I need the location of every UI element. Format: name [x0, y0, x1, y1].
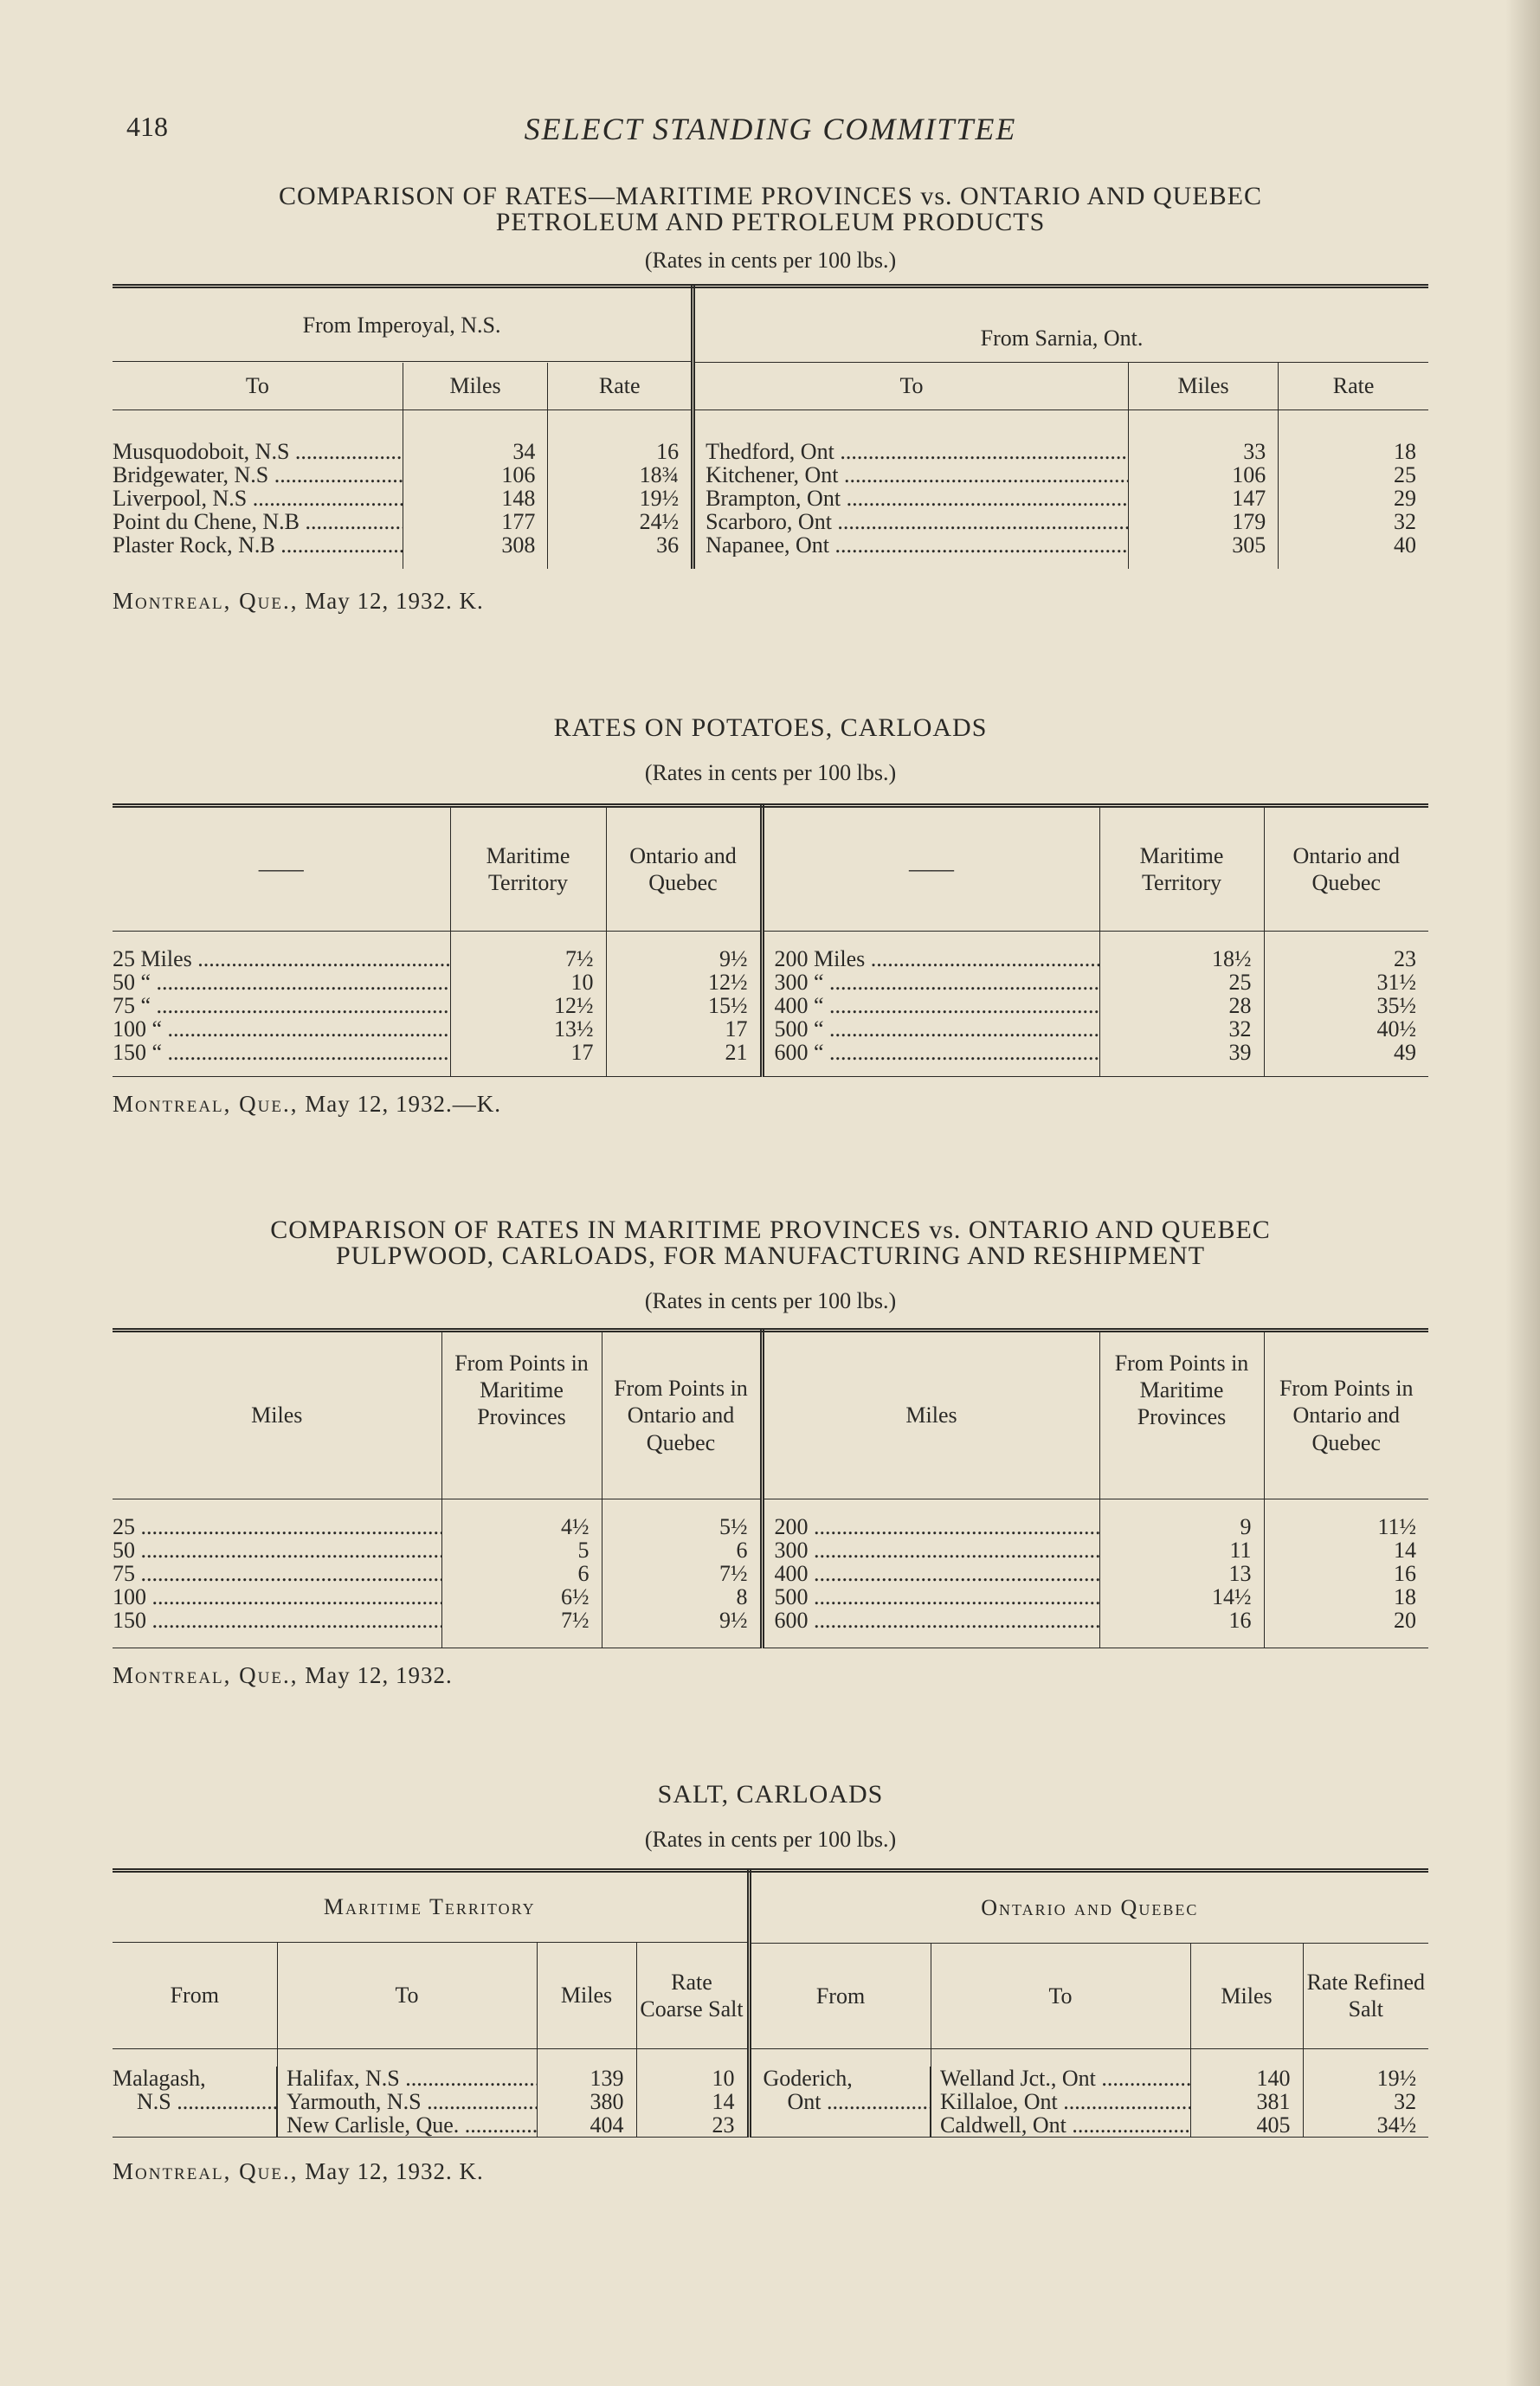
ontario-rate-cell: 31½ [1376, 970, 1416, 995]
table-row [113, 1585, 1428, 1609]
petroleum-table [113, 284, 1428, 569]
col-header-rate: Rate [548, 363, 693, 410]
maritime-rate-cell: 13 [1099, 1562, 1264, 1585]
col-header-blank-right: —— [762, 806, 1099, 932]
col-header-maritime: Maritime Territory [450, 806, 606, 932]
destination-cell: Kitchener, Ont ..... [693, 463, 1129, 487]
footer-date: May 12, 1932. [298, 1662, 453, 1688]
section-pulpwood [113, 1217, 1428, 1689]
footer-date: May 12, 1932.—K. [298, 1091, 501, 1117]
destination-cell: Point du Chene, N.B ..... [113, 510, 403, 533]
pulpwood-title-line2: PULPWOOD, CARLOADS, FOR MANUFACTURING AND RESHIPMENT [335, 1241, 1206, 1270]
table-row [113, 440, 1428, 463]
petroleum-title-line2: PETROLEUM AND PETROLEUM PRODUCTS [495, 208, 1046, 236]
miles-cell: 404 [590, 2112, 624, 2138]
col-header-ontario-right: From Points in Ontario and Quebec [1264, 1331, 1428, 1499]
maritime-rate-cell: 6½ [441, 1585, 602, 1609]
destination-cell: Yarmouth, N.S ..... [287, 2090, 537, 2113]
destination-cell: Liverpool, N.S ..... [113, 487, 403, 510]
footer-place: Montreal, Que., [113, 587, 299, 614]
maritime-rate-cell: 17 [450, 1041, 606, 1064]
distance-cell: 25 Miles ..... [113, 947, 450, 971]
table-row [113, 2067, 1428, 2138]
col-header-to: To [277, 1943, 537, 2049]
ontario-rate-cell: 9½ [606, 947, 762, 971]
destination-cell: Welland Jct., Ont ..... [940, 2067, 1190, 2090]
pulpwood-table [113, 1328, 1428, 1648]
maritime-rate-cell: 7½ [450, 947, 606, 971]
miles-cell: 305 [1128, 533, 1278, 557]
distance-cell: 100 “ ..... [113, 1017, 450, 1041]
distance-cell: 300 ..... [762, 1538, 1099, 1562]
distance-cell: 75 ..... [113, 1562, 441, 1585]
col-header-to-right: To [931, 1943, 1190, 2049]
rate-cell: 24½ [548, 510, 693, 533]
ontario-rate-cell: 8 [602, 1585, 762, 1609]
miles-cell: 148 [403, 487, 548, 510]
table-row [113, 1041, 1428, 1064]
maritime-rate-cell: 28 [1099, 994, 1264, 1017]
distance-cell: 400 “ ..... [762, 994, 1099, 1017]
ontario-rate-cell: 5½ [602, 1515, 762, 1538]
distance-cell: 50 ..... [113, 1538, 441, 1562]
ontario-rate-cell: 40½ [1376, 1016, 1416, 1041]
maritime-rate-cell: 25 [1099, 971, 1264, 994]
destination-cell: Bridgewater, N.S ..... [113, 463, 403, 487]
table-row [113, 463, 1428, 487]
maritime-rate-cell: 6 [441, 1562, 602, 1585]
table-row [113, 1017, 1428, 1041]
ontario-rate-cell: 12½ [606, 971, 762, 994]
ontario-rate-cell: 11½ [1377, 1514, 1416, 1539]
destination-cell: Thedford, Ont ..... [693, 440, 1129, 463]
page-number: 418 [126, 111, 168, 142]
petroleum-footer [113, 588, 1428, 615]
maritime-rate-cell: 18½ [1099, 947, 1264, 971]
table-row [113, 1538, 1428, 1562]
col-header-to-right: To [693, 363, 1129, 410]
maritime-rate-cell: 32 [1099, 1017, 1264, 1041]
footer-place: Montreal, Que., [113, 2158, 299, 2184]
miles-cell: 33 [1128, 440, 1278, 463]
destination-cell: Musquodoboit, N.S ..... [113, 440, 403, 463]
col-header-from-right: From [749, 1943, 931, 2049]
table-row [113, 510, 1428, 533]
col-header-miles-right: Miles [1190, 1943, 1303, 2049]
distance-cell: 600 ..... [762, 1609, 1099, 1632]
table-row [113, 1515, 1428, 1538]
ontario-rate-cell: 16 [1394, 1561, 1416, 1586]
salt-footer [113, 2158, 1428, 2185]
col-header-maritime-right: From Points in Maritime Provinces [1099, 1331, 1264, 1499]
maritime-rate-cell: 13½ [450, 1017, 606, 1041]
destination-cell: Brampton, Ont ..... [693, 487, 1129, 510]
maritime-rate-cell: 12½ [450, 994, 606, 1017]
ontario-rate-cell: 15½ [606, 994, 762, 1017]
rate-cell: 18¾ [548, 463, 693, 487]
col-header-miles-right: Miles [1128, 363, 1278, 410]
distance-cell: 100 ..... [113, 1585, 441, 1609]
ontario-rate-cell: 17 [606, 1017, 762, 1041]
distance-cell: 150 “ ..... [113, 1041, 450, 1064]
distance-cell: 300 “ ..... [762, 971, 1099, 994]
col-header-rate-refined: Rate Refined Salt [1303, 1943, 1428, 2049]
destination-cell: Napanee, Ont ..... [693, 533, 1129, 557]
page-header [121, 111, 1420, 154]
miles-cell: 177 [403, 510, 548, 533]
footer-place: Montreal, Que., [113, 1662, 299, 1688]
miles-cell: 140 [1256, 2066, 1291, 2091]
imperoyal-group-header: From Imperoyal, N.S. [113, 287, 693, 362]
col-header-rate-coarse: Rate Coarse Salt [636, 1943, 749, 2049]
table-row [113, 971, 1428, 994]
table-row [113, 947, 1428, 971]
col-header-ontario: Ontario and Quebec [606, 806, 762, 932]
pulpwood-footer [113, 1662, 1428, 1689]
ontario-rate-cell: 6 [602, 1538, 762, 1562]
col-header-miles: Miles [403, 363, 548, 410]
origin-province: N.S ..... [113, 2090, 276, 2113]
sarnia-group-header: From Sarnia, Ont. [693, 287, 1428, 363]
ontario-rate-cell: 9½ [602, 1609, 762, 1632]
col-header-maritime: From Points in Maritime Provinces [441, 1331, 602, 1499]
footer-date: May 12, 1932. K. [298, 2158, 484, 2184]
rate-cell: 32 [1394, 508, 1416, 534]
salt-table [113, 1868, 1428, 2138]
page-edge-shadow [1505, 0, 1540, 2386]
miles-cell: 147 [1128, 487, 1278, 510]
col-header-rate-right: Rate [1279, 363, 1428, 410]
rate-cell: 23 [712, 2112, 735, 2138]
ontario-rate-cell: 7½ [602, 1562, 762, 1585]
section-salt [113, 1782, 1428, 2185]
rate-cell: 29 [1394, 485, 1416, 511]
table-row [113, 1609, 1428, 1632]
potatoes-subtitle: (Rates in cents per 100 lbs.) [644, 760, 897, 785]
miles-cell: 34 [403, 440, 548, 463]
rate-cell: 34½ [1376, 2112, 1417, 2138]
running-title: SELECT STANDING COMMITTEE [524, 112, 1017, 146]
maritime-rate-cell: 9 [1099, 1515, 1264, 1538]
rate-cell: 40 [1394, 532, 1416, 558]
maritime-rate-cell: 4½ [441, 1515, 602, 1538]
miles-cell: 405 [1256, 2112, 1291, 2138]
ontario-rate-cell: 35½ [1376, 993, 1416, 1018]
distance-cell: 75 “ ..... [113, 994, 450, 1017]
table-row [113, 994, 1428, 1017]
miles-cell: 381 [1256, 2089, 1291, 2114]
miles-cell: 179 [1128, 510, 1278, 533]
destination-cell: Scarboro, Ont ..... [693, 510, 1129, 533]
miles-cell: 106 [1128, 463, 1278, 487]
pulpwood-title-line1: COMPARISON OF RATES IN MARITIME PROVINCES vs. ONTARIO AND QUEBEC [270, 1216, 1271, 1244]
rate-cell: 18 [1394, 438, 1416, 464]
col-header-to: To [113, 363, 403, 410]
ontario-rate-cell: 18 [1394, 1584, 1416, 1609]
col-header-blank: —— [113, 806, 450, 932]
destination-cell: New Carlisle, Que. ..... [287, 2113, 537, 2137]
distance-cell: 200 ..... [762, 1515, 1099, 1538]
footer-date: May 12, 1932. K. [298, 587, 484, 614]
col-header-miles-right: Miles [762, 1331, 1099, 1499]
rate-cell: 32 [1394, 2089, 1417, 2114]
distance-cell: 150 ..... [113, 1609, 441, 1632]
maritime-rate-cell: 5 [441, 1538, 602, 1562]
distance-cell: 400 ..... [762, 1562, 1099, 1585]
pulpwood-subtitle: (Rates in cents per 100 lbs.) [644, 1288, 897, 1313]
destination-cell: Plaster Rock, N.B ..... [113, 533, 403, 557]
origin-city: Goderich, [763, 2066, 853, 2091]
petroleum-subtitle: (Rates in cents per 100 lbs.) [644, 248, 897, 273]
rate-cell: 36 [548, 533, 693, 557]
col-header-miles: Miles [537, 1943, 636, 2049]
maritime-rate-cell: 14½ [1099, 1585, 1264, 1609]
section-petroleum [113, 184, 1428, 615]
miles-cell: 380 [590, 2089, 624, 2114]
maritime-rate-cell: 7½ [441, 1609, 602, 1632]
ontario-quebec-header: Ontario and Quebec [749, 1871, 1428, 1944]
origin-province: Ont ..... [764, 2090, 931, 2113]
section-potatoes [113, 715, 1428, 1118]
ontario-rate-cell: 21 [606, 1041, 762, 1064]
potatoes-title: RATES ON POTATOES, CARLOADS [553, 713, 988, 742]
rate-cell: 19½ [1376, 2066, 1417, 2091]
rate-cell: 14 [712, 2089, 735, 2114]
distance-cell: 500 ..... [762, 1585, 1099, 1609]
table-row [113, 487, 1428, 510]
potatoes-footer [113, 1091, 1428, 1118]
ontario-rate-cell: 20 [1394, 1608, 1416, 1633]
origin-city: Malagash, [113, 2066, 206, 2091]
maritime-rate-cell: 10 [450, 971, 606, 994]
rate-cell: 16 [548, 440, 693, 463]
distance-cell: 200 Miles ..... [762, 947, 1099, 971]
destination-cell: Caldwell, Ont ..... [940, 2113, 1190, 2137]
col-header-miles: Miles [113, 1331, 441, 1499]
col-header-ontario-right: Ontario and Quebec [1264, 806, 1428, 932]
col-header-maritime-right: Maritime Territory [1099, 806, 1264, 932]
footer-place: Montreal, Que., [113, 1091, 299, 1117]
ontario-rate-cell: 23 [1394, 946, 1416, 971]
distance-cell: 500 “ ..... [762, 1017, 1099, 1041]
maritime-rate-cell: 39 [1099, 1041, 1264, 1064]
table-row [113, 1562, 1428, 1585]
distance-cell: 600 “ ..... [762, 1041, 1099, 1064]
rate-cell: 25 [1394, 461, 1416, 487]
miles-cell: 106 [403, 463, 548, 487]
destination-cell: Killaloe, Ont ..... [940, 2090, 1190, 2113]
salt-title: SALT, CARLOADS [657, 1780, 884, 1809]
miles-cell: 308 [403, 533, 548, 557]
maritime-rate-cell: 11 [1099, 1538, 1264, 1562]
destination-cell: Halifax, N.S ..... [287, 2067, 537, 2090]
col-header-ontario: From Points in Ontario and Quebec [602, 1331, 762, 1499]
distance-cell: 25 ..... [113, 1515, 441, 1538]
col-header-from: From [113, 1943, 277, 2049]
rate-cell: 19½ [548, 487, 693, 510]
rate-cell: 10 [712, 2066, 735, 2091]
miles-cell: 139 [590, 2066, 624, 2091]
potatoes-table [113, 803, 1428, 1077]
maritime-territory-header: Maritime Territory [113, 1871, 749, 1943]
salt-subtitle: (Rates in cents per 100 lbs.) [644, 1827, 897, 1852]
ontario-rate-cell: 14 [1394, 1538, 1416, 1563]
maritime-rate-cell: 16 [1099, 1609, 1264, 1632]
distance-cell: 50 “ ..... [113, 971, 450, 994]
ontario-rate-cell: 49 [1394, 1040, 1416, 1065]
table-row [113, 533, 1428, 557]
petroleum-title-line1: COMPARISON OF RATES—MARITIME PROVINCES vs. ONTARIO AND QUEBEC [279, 182, 1262, 210]
